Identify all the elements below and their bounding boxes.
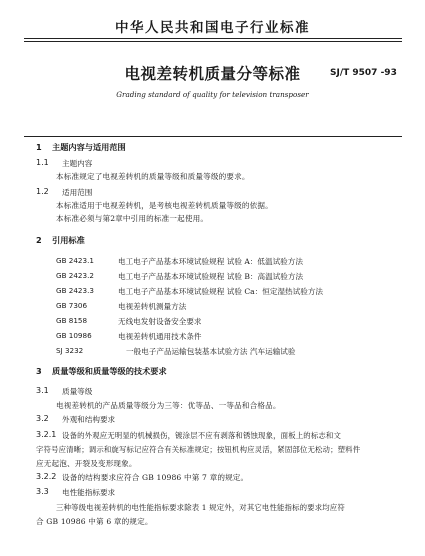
section-2-heading: 引用标准 — [52, 235, 85, 245]
ref-title: 一般电子产品运输包装基本试验方法 汽车运输试验 — [126, 347, 296, 356]
section-1-heading: 主题内容与适用范围 — [52, 142, 126, 152]
ref-title: 无线电发射设备安全要求 — [118, 317, 202, 326]
paragraph-3-2-1-line1: 设备的外观应无明显的机械损伤，镀涂层不应有剥落和锈蚀现象，面板上的标志和文 — [62, 431, 342, 440]
paragraph-3-2-2-text: 设备的结构要求应符合 GB 10986 中第 7 章的规定。 — [62, 473, 249, 482]
section-2-number: 2 — [36, 235, 42, 245]
section-3-3-line1: 三种等级电视差转机的电性能指标要求除表 1 规定外，对其它电性能指标的要求均应符 — [56, 503, 345, 512]
header-rule-top — [24, 38, 402, 39]
section-3-number: 3 — [36, 366, 42, 376]
section-1-2-line1: 本标准适用于电视差转机，是考核电视差转机质量等级的依据。 — [56, 201, 273, 210]
section-3-1-number: 3.1 — [36, 386, 49, 395]
paragraph-3-2-2-number: 3.2.2 — [36, 472, 57, 481]
ref-title: 电工电子产品基本环境试验规程 试验 A：低温试验方法 — [118, 257, 303, 266]
ref-code: GB 10986 — [56, 331, 92, 340]
section-1-1-number: 1.1 — [36, 158, 49, 167]
standard-type-header: 中华人民共和国电子行业标准 — [115, 20, 310, 36]
section-divider — [24, 136, 402, 137]
header-rule-bottom — [24, 41, 402, 42]
paragraph-3-2-1-line2: 字符号应清晰；调示和旋写标记应符合有关标准规定；按钮机构应灵活，紧固部位无松动；塑料件 — [36, 445, 361, 454]
section-1-1-text: 本标准规定了电视差转机的质量等级和质量等级的要求。 — [56, 172, 250, 181]
paragraph-3-2-1-line3: 应无起泡、开裂及变形现象。 — [36, 459, 137, 468]
ref-code: GB 2423.3 — [56, 286, 94, 295]
ref-code: SJ 3232 — [56, 346, 84, 355]
section-1-2-line2: 本标准必须与第2章中引用的标准一起使用。 — [56, 214, 209, 223]
english-title: Grading standard of quality for television transposer — [116, 90, 309, 99]
ref-code: GB 7306 — [56, 301, 88, 310]
standard-number: SJ/T 9507 -93 — [330, 68, 397, 78]
ref-code: GB 2423.1 — [56, 256, 94, 265]
section-3-heading: 质量等级和质量等级的技术要求 — [52, 366, 167, 376]
section-3-3-heading: 电性能指标要求 — [62, 488, 116, 497]
ref-title: 电视差转机通用技术条件 — [118, 332, 202, 341]
section-3-2-heading: 外观和结构要求 — [62, 415, 116, 424]
section-3-2-number: 3.2 — [36, 414, 49, 423]
ref-title: 电工电子产品基本环境试验规程 试验 Ca：恒定湿热试验方法 — [118, 287, 324, 296]
paragraph-3-2-1-number: 3.2.1 — [36, 430, 57, 439]
section-3-1-heading: 质量等级 — [62, 387, 93, 396]
document-title: 电视差转机质量分等标准 — [124, 65, 301, 83]
ref-code: GB 2423.2 — [56, 271, 94, 280]
section-3-3-number: 3.3 — [36, 487, 49, 496]
ref-title: 电视差转机测量方法 — [118, 302, 187, 311]
section-3-3-line2: 合 GB 10986 中第 6 章的规定。 — [36, 517, 153, 526]
section-1-1-heading: 主题内容 — [62, 159, 93, 168]
section-1-number: 1 — [36, 142, 42, 152]
ref-code: GB 8158 — [56, 316, 88, 325]
ref-title: 电工电子产品基本环境试验规程 试验 B：高温试验方法 — [118, 272, 304, 281]
section-3-1-text: 电视差转机的产品质量等级分为三等：优等品、一等品和合格品。 — [56, 401, 281, 410]
section-1-2-number: 1.2 — [36, 187, 49, 196]
section-1-2-heading: 适用范围 — [62, 188, 93, 197]
